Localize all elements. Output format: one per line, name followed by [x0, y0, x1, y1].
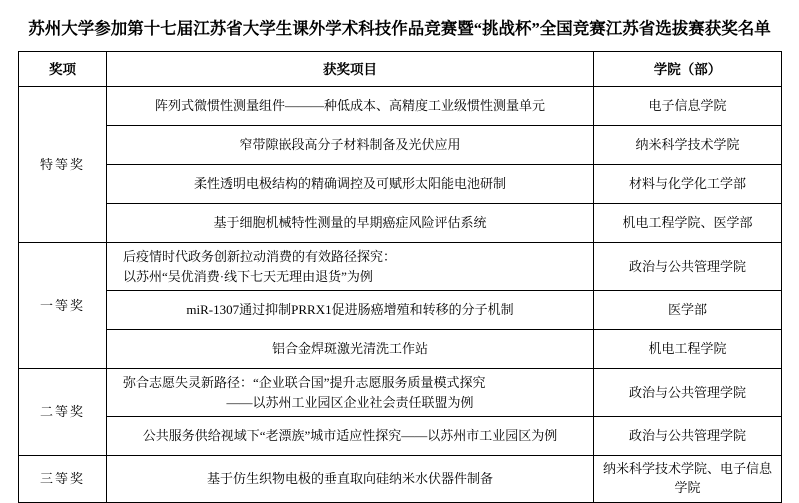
- college-name: 电子信息学院: [594, 87, 782, 126]
- award-group-label: 二等奖: [19, 369, 107, 456]
- project-name: 基于细胞机械特性测量的早期癌症风险评估系统: [107, 204, 594, 243]
- table-row: [19, 165, 782, 204]
- table-row: [19, 369, 782, 417]
- page-title: 苏州大学参加第十七届江苏省大学生课外学术科技作品竞赛暨“挑战杯”全国竞赛江苏省选拔赛获奖名单: [28, 19, 771, 38]
- college-name: 政治与公共管理学院: [594, 369, 782, 417]
- project-name: 窄带隙嵌段高分子材料制备及光伏应用: [107, 126, 594, 165]
- college-name: 材料与化学化工学部: [594, 165, 782, 204]
- table-row: [19, 291, 782, 330]
- award-group-label: 三等奖: [19, 456, 107, 503]
- table-row: [19, 204, 782, 243]
- header-college: 学院（部）: [594, 52, 782, 87]
- project-name: 柔性透明电极结构的精确调控及可赋形太阳能电池研制: [107, 165, 594, 204]
- college-name: 机电工程学院、医学部: [594, 204, 782, 243]
- table-body: [19, 87, 782, 503]
- award-table: [18, 51, 782, 503]
- project-name: 公共服务供给视域下“老漂族”城市适应性探究——以苏州市工业园区为例: [107, 417, 594, 456]
- project-name: [107, 243, 594, 291]
- project-line: 以苏州“吴优消费·线下七天无理由退货”为例: [123, 268, 373, 284]
- project-name: 铝合金焊斑激光清洗工作站: [107, 330, 594, 369]
- project-line: ——以苏州工业园区企业社会责任联盟为例: [226, 394, 474, 410]
- table-row: [19, 417, 782, 456]
- header-award: 奖项: [19, 52, 107, 87]
- table-header: [19, 52, 782, 87]
- award-group-label: 一等奖: [19, 243, 107, 369]
- college-name: 医学部: [594, 291, 782, 330]
- college-name: 纳米科学技术学院: [594, 126, 782, 165]
- table-row: [19, 243, 782, 291]
- table-row: [19, 456, 782, 503]
- table-row: [19, 330, 782, 369]
- project-line: 弥合志愿失灵新路径：“企业联合国”提升志愿服务质量模式探究: [123, 375, 486, 391]
- table-header-row: [19, 52, 782, 87]
- project-line: 后疫情时代政务创新拉动消费的有效路径探究：: [123, 249, 397, 265]
- project-name: miR-1307通过抑制PRRX1促进肠癌增殖和转移的分子机制: [107, 291, 594, 330]
- college-name: 机电工程学院: [594, 330, 782, 369]
- project-name: [107, 369, 594, 417]
- project-name: 阵列式微惯性测量组件———种低成本、高精度工业级惯性测量单元: [107, 87, 594, 126]
- college-name: 纳米科学技术学院、电子信息学院: [594, 456, 782, 503]
- table-row: [19, 126, 782, 165]
- award-group-label: 特等奖: [19, 87, 107, 243]
- header-project: 获奖项目: [107, 52, 594, 87]
- table-row: [19, 87, 782, 126]
- college-name: 政治与公共管理学院: [594, 417, 782, 456]
- college-name: 政治与公共管理学院: [594, 243, 782, 291]
- project-name: 基于仿生织物电极的垂直取向硅纳米水伏器件制备: [107, 456, 594, 503]
